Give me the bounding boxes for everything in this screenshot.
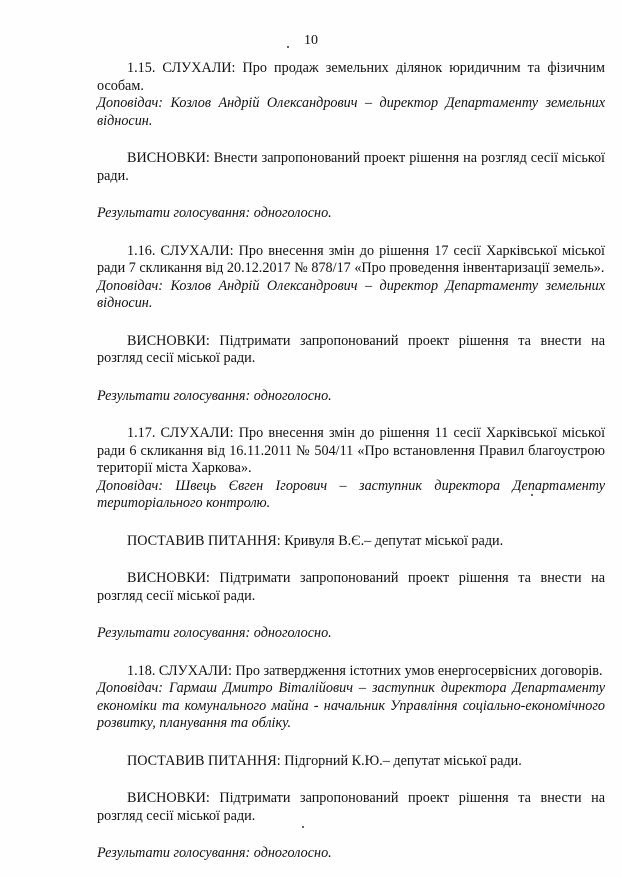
item-1-16-title <box>97 243 605 278</box>
item-1-17-title <box>97 425 605 478</box>
question-text: Кривуля В.Є.– депутат міської ради. <box>284 532 504 549</box>
item-1-18-speaker <box>97 680 605 733</box>
vote-result: одноголосно. <box>253 625 332 641</box>
item-1-17-speaker <box>97 478 605 513</box>
speaker-label: Доповідач: <box>97 277 163 294</box>
item-heading: 1.16. СЛУХАЛИ: <box>127 242 234 259</box>
speaker-name: Швець Євген Ігорович – заступник директора Департаменту територіального контролю. <box>97 477 605 511</box>
vote-result: одноголосно. <box>253 387 332 404</box>
vote-label: Результати голосування: <box>97 205 251 221</box>
conclusion-label: ВИСНОВКИ: <box>127 332 210 349</box>
conclusion-text: Внести запропонований проект рішення на розгляд сесії міської ради. <box>97 150 605 184</box>
item-1-16-vote <box>97 388 605 406</box>
question-label: ПОСТАВИВ ПИТАННЯ: <box>127 752 281 769</box>
conclusion-label: ВИСНОВКИ: <box>127 790 210 806</box>
item-1-17-vote <box>97 625 605 643</box>
item-1-15-vote <box>97 205 605 223</box>
speaker-label: Доповідач: <box>97 477 163 494</box>
item-1-15-speaker <box>97 95 605 130</box>
vote-result: одноголосно. <box>253 205 332 221</box>
scan-speck <box>302 826 304 828</box>
vote-result: одноголосно. <box>253 845 332 861</box>
item-text: Про внесення змін до рішення 17 сесії Харківської міської ради 7 скликання від 20.12.2017 № 878/17 «Про проведення інвентаризації земель». <box>97 242 606 276</box>
vote-label: Результати голосування: <box>97 625 251 641</box>
vote-label: Результати голосування: <box>97 387 251 404</box>
item-heading: 1.17. СЛУХАЛИ: <box>127 425 234 441</box>
item-1-16-speaker <box>97 278 605 313</box>
conclusion-text: Підтримати запропонований проект рішення та внести на розгляд сесії міської ради. <box>97 570 605 604</box>
conclusion-label: ВИСНОВКИ: <box>127 150 210 166</box>
vote-label: Результати голосування: <box>97 845 251 861</box>
item-heading: 1.18. СЛУХАЛИ: <box>127 662 232 679</box>
item-1-18-vote <box>97 845 605 863</box>
speaker-label: Доповідач: <box>97 680 163 696</box>
conclusion-text: Підтримати запропонований проект рішення та внести на розгляд сесії міської ради. <box>97 790 605 824</box>
item-1-15-conclusion <box>97 150 605 185</box>
item-1-17-question <box>97 533 605 551</box>
page-number: 10 <box>304 33 318 48</box>
item-text: Про внесення змін до рішення 11 сесії Харківської міської ради 6 скликання від 16.11.2011 № 504/11 «Про встановлення Правил благоустрою території міста Харкова». <box>97 425 606 476</box>
item-text: Про продаж земельних ділянок юридичним та фізичним особам. <box>97 60 605 94</box>
speaker-name: Козлов Андрій Олександрович – директор Департаменту земельних відносин. <box>97 277 606 311</box>
item-1-15-title <box>97 60 605 95</box>
question-label: ПОСТАВИВ ПИТАННЯ: <box>127 532 281 549</box>
item-1-18-question <box>97 753 605 771</box>
item-1-16-conclusion <box>97 333 605 368</box>
item-1-17-conclusion <box>97 570 605 605</box>
speaker-name: Козлов Андрій Олександрович – директор Департаменту земельних відносин. <box>97 95 606 129</box>
question-text: Підгорний К.Ю.– депутат міської ради. <box>284 752 522 769</box>
speaker-label: Доповідач: <box>97 95 163 111</box>
scan-speck <box>531 494 533 496</box>
scan-speck <box>287 46 289 48</box>
protocol-content <box>97 60 605 863</box>
item-1-18-conclusion <box>97 790 605 825</box>
conclusion-text: Підтримати запропонований проект рішення та внести на розгляд сесії міської ради. <box>97 332 605 366</box>
item-text: Про затвердження істотних умов енергосервісних договорів. <box>235 662 603 679</box>
speaker-name: Гармаш Дмитро Віталійович – заступник директора Департаменту економіки та комунального майна - начальник Управління соціально-економічного розвитку, планування та обліку. <box>97 680 605 731</box>
item-heading: 1.15. СЛУХАЛИ: <box>127 60 236 76</box>
conclusion-label: ВИСНОВКИ: <box>127 570 210 586</box>
item-1-18-title <box>97 663 605 681</box>
